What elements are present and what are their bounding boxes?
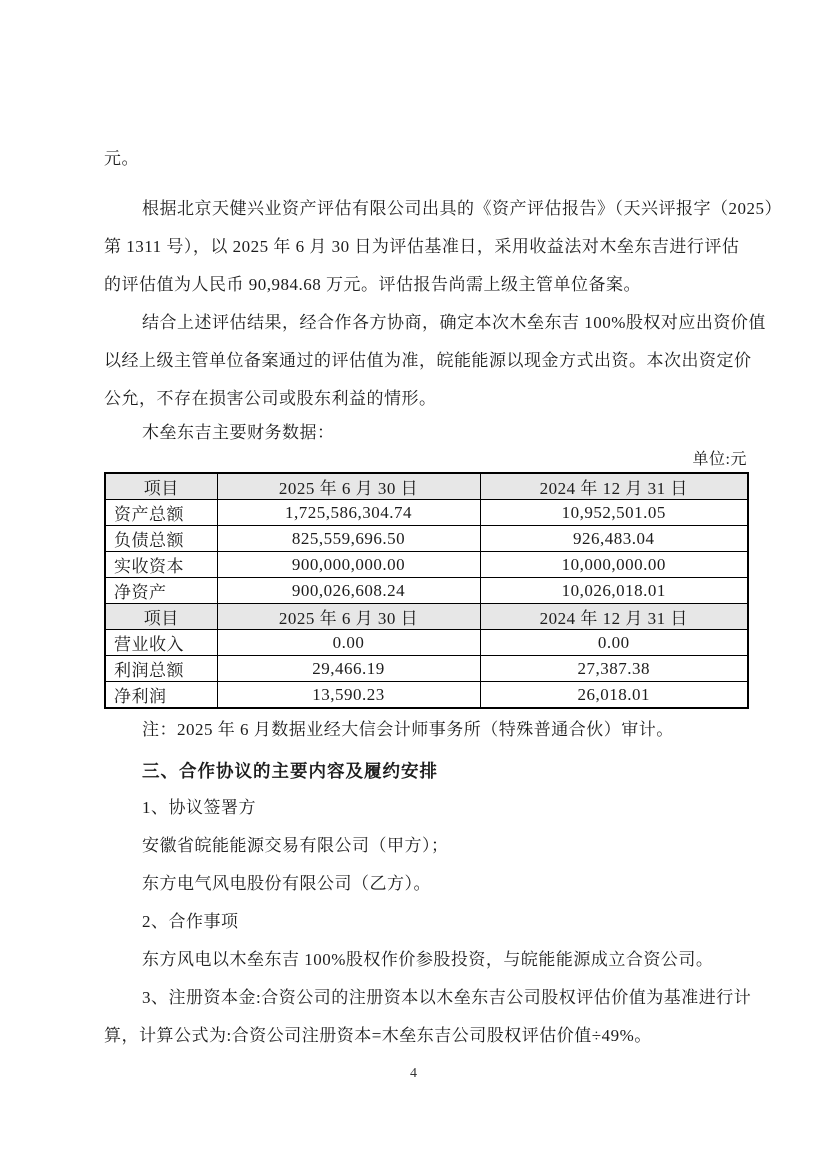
party-b: 东方电气风电股份有限公司（乙方）。	[142, 874, 431, 893]
table-row	[105, 578, 748, 604]
item1-title: 1、协议签署方	[142, 798, 256, 817]
table-cell: 900,026,608.24	[217, 578, 480, 604]
table-header-row	[105, 604, 748, 630]
party-a: 安徽省皖能能源交易有限公司（甲方）；	[142, 836, 449, 855]
table-row	[105, 682, 748, 709]
table-cell: 1,725,586,304.74	[217, 500, 480, 526]
table-header-cell: 项目	[105, 604, 217, 630]
table-header-cell: 2025 年 6 月 30 日	[217, 604, 480, 630]
table-cell: 10,000,000.00	[480, 552, 748, 578]
paragraph-line: 结合上述评估结果，经合作各方协商，确定本次木垒东吉 100%股权对应出资价值	[142, 313, 766, 332]
paragraph-line: 的评估值为人民币 90,984.68 万元。评估报告尚需上级主管单位备案。	[104, 275, 641, 294]
table-row-label: 净利润	[105, 682, 217, 709]
table-header-cell: 2025 年 6 月 30 日	[217, 473, 480, 500]
table-cell: 26,018.01	[480, 682, 748, 709]
table-row-label: 营业收入	[105, 630, 217, 656]
table-cell: 29,466.19	[217, 656, 480, 682]
paragraph-line: 公允，不存在损害公司或股东利益的情形。	[104, 389, 437, 408]
table-row	[105, 630, 748, 656]
financial-data-table	[104, 472, 749, 709]
paragraph-line: 算，计算公式为:合资公司注册资本=木垒东吉公司股权评估价值÷49%。	[104, 1026, 652, 1045]
table-cell: 926,483.04	[480, 526, 748, 552]
page-number: 4	[410, 1066, 417, 1081]
paragraph-line: 以经上级主管单位备案通过的评估值为准，皖能能源以现金方式出资。本次出资定价	[104, 351, 752, 370]
table-row-label: 实收资本	[105, 552, 217, 578]
item2-title: 2、合作事项	[142, 912, 239, 931]
table-row-label: 资产总额	[105, 500, 217, 526]
table-row-label: 利润总额	[105, 656, 217, 682]
item2-body: 东方风电以木垒东吉 100%股权作价参股投资，与皖能能源成立合资公司。	[142, 950, 714, 969]
paragraph-line: 3、注册资本金:合资公司的注册资本以木垒东吉公司股权评估价值为基准进行计	[142, 988, 752, 1007]
table-cell: 13,590.23	[217, 682, 480, 709]
table-header-cell: 2024 年 12 月 31 日	[480, 473, 748, 500]
table-row	[105, 552, 748, 578]
paragraph-line: 第 1311 号），以 2025 年 6 月 30 日为评估基准日，采用收益法对木垒东吉进行评估	[104, 237, 740, 256]
table-row	[105, 656, 748, 682]
table-cell: 0.00	[480, 630, 748, 656]
table-unit-label: 单位:元	[692, 451, 747, 468]
item3-body	[104, 979, 752, 1055]
section-heading: 三、合作协议的主要内容及履约安排	[142, 761, 438, 781]
paragraph-line: 根据北京天健兴业资产评估有限公司出具的《资产评估报告》（天兴评报字（2025）	[142, 199, 782, 218]
table-row-label: 负债总额	[105, 526, 217, 552]
table-header-cell: 项目	[105, 473, 217, 500]
table-cell: 27,387.38	[480, 656, 748, 682]
table-note: 注：2025 年 6 月数据业经大信会计师事务所（特殊普通合伙）审计。	[142, 720, 674, 739]
table-cell: 825,559,696.50	[217, 526, 480, 552]
table-header-cell: 2024 年 12 月 31 日	[480, 604, 748, 630]
paragraph-valuation	[104, 304, 766, 418]
financial-data-title: 木垒东吉主要财务数据：	[142, 423, 335, 442]
table-header-row	[105, 473, 748, 500]
table-row	[105, 500, 748, 526]
paragraph-continuation: 元。	[104, 149, 139, 168]
table-row-label: 净资产	[105, 578, 217, 604]
table-cell: 900,000,000.00	[217, 552, 480, 578]
table-cell: 0.00	[217, 630, 480, 656]
paragraph-appraisal	[104, 190, 782, 304]
table-cell: 10,952,501.05	[480, 500, 748, 526]
table-row	[105, 526, 748, 552]
table-cell: 10,026,018.01	[480, 578, 748, 604]
